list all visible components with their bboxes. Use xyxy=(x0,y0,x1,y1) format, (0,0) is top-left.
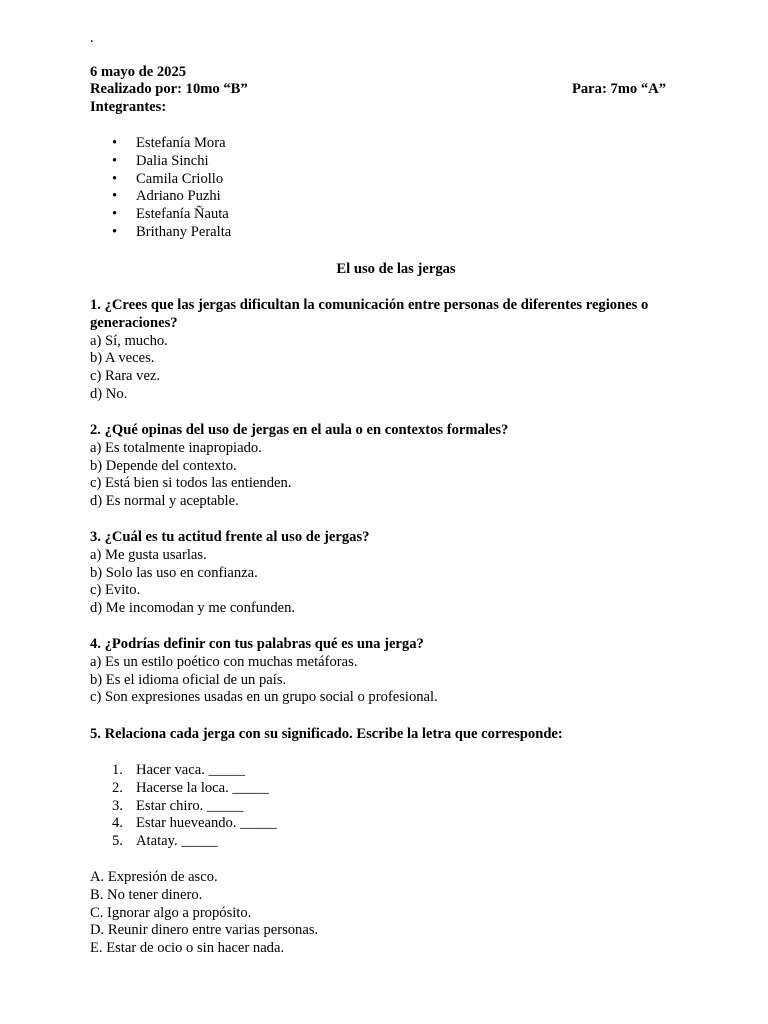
option: b) Depende del contexto. xyxy=(90,457,237,474)
for-line: Para: 7mo “A” xyxy=(571,81,666,97)
definition: D. Reunir dinero entre varias personas. xyxy=(90,922,319,939)
list-item: 4. Estar hueveando. _____ xyxy=(112,815,277,832)
list-item: • Estefanía Mora xyxy=(112,135,226,151)
members-list xyxy=(90,135,231,242)
list-item: 5. Atatay. _____ xyxy=(112,833,218,850)
option: a) Me gusta usarlas. xyxy=(90,546,207,563)
option: d) No. xyxy=(90,385,128,402)
option: c) Evito. xyxy=(90,582,141,599)
list-item: 1. Hacer vaca. _____ xyxy=(112,762,245,778)
list-item: 3. Estar chiro. _____ xyxy=(112,797,244,814)
option: b) A veces. xyxy=(90,350,155,367)
question-text: 1. ¿Crees que las jergas dificultan la comunicación entre personas de diferentes regiones o generaciones? xyxy=(90,297,649,331)
option: a) Es totalmente inapropiado. xyxy=(90,439,262,456)
list-item: • Dalia Sinchi xyxy=(112,152,209,169)
option: a) Es un estilo poético con muchas metáforas. xyxy=(90,653,358,670)
list-item: • Estefanía Ñauta xyxy=(112,206,229,223)
top-dot: . xyxy=(90,30,94,46)
definition: C. Ignorar algo a propósito. xyxy=(90,904,252,921)
match-items-list xyxy=(90,762,277,851)
option: c) Rara vez. xyxy=(90,368,161,385)
definition: B. No tener dinero. xyxy=(90,886,203,903)
option: d) Es normal y aceptable. xyxy=(90,493,239,510)
list-item: • Brithany Peralta xyxy=(112,223,232,240)
option: b) Solo las uso en confianza. xyxy=(90,564,258,581)
option: d) Me incomodan y me confunden. xyxy=(90,600,296,617)
question-text: 2. ¿Qué opinas del uso de jergas en el aula o en contextos formales? xyxy=(90,422,509,438)
list-item: 2. Hacerse la loca. _____ xyxy=(112,779,269,796)
list-item: • Camila Criollo xyxy=(112,170,224,187)
definition: E. Estar de ocio o sin hacer nada. xyxy=(90,940,285,957)
question-4 xyxy=(90,636,680,707)
question-text: 5. Relaciona cada jerga con su significado. Escribe la letra que corresponde: xyxy=(90,726,563,742)
question-text: 4. ¿Podrías definir con tus palabras qué es una jerga? xyxy=(90,636,424,652)
date-line: 6 mayo de 2025 xyxy=(90,64,187,80)
option: a) Sí, mucho. xyxy=(90,332,168,349)
question-text: 3. ¿Cuál es tu actitud frente al uso de jergas? xyxy=(90,529,370,545)
members-label: Integrantes: xyxy=(90,99,167,115)
question-2 xyxy=(90,422,680,511)
document-title: El uso de las jergas xyxy=(336,261,456,277)
definition: A. Expresión de asco. xyxy=(90,869,218,885)
definitions-list xyxy=(90,869,318,958)
list-item: • Adriano Puzhi xyxy=(112,188,221,205)
option: b) Es el idioma oficial de un país. xyxy=(90,671,287,688)
question-5 xyxy=(90,726,680,744)
option: c) Son expresiones usadas en un grupo social o profesional. xyxy=(90,689,438,706)
question-1 xyxy=(90,297,680,404)
option: c) Está bien si todos las entienden. xyxy=(90,475,292,492)
made-by-line: Realizado por: 10mo “B” xyxy=(90,81,248,97)
question-3 xyxy=(90,529,680,618)
